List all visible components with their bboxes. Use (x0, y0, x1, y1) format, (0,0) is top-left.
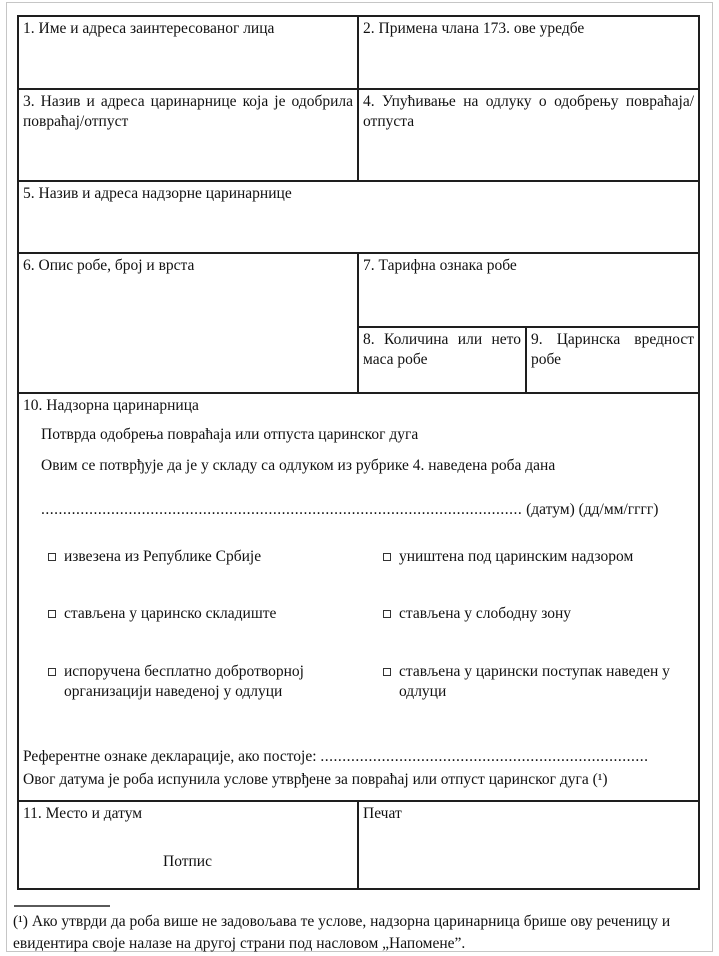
option-label: стављена у царински поступак наведен у одлуци (399, 662, 670, 701)
box4-label: 4. Упућивање на одлуку о одобрењу повраћаја/отпуста (363, 93, 695, 131)
checkbox-icon[interactable] (383, 553, 391, 561)
box8-label: 8. Количина или нето маса робе (363, 331, 521, 369)
box5-label: 5. Назив и адреса надзорне царинарнице (23, 185, 292, 202)
box8-quantity-net-mass (358, 327, 526, 393)
box10-date-line (41, 500, 694, 520)
box5-supervising-customs-office (18, 181, 699, 253)
box3-label: 3. Назив и адреса царинарнице која је одобрила повраћај/отпуст (23, 93, 353, 131)
option-destroyed (383, 547, 694, 567)
box7-label: 7. Тарифна ознака робе (363, 257, 517, 274)
checkbox-icon[interactable] (48, 610, 56, 618)
signature-label: Потпис (163, 853, 212, 871)
option-customs-warehouse (48, 604, 383, 624)
box9-label: 9. Царинска вредност робе (531, 331, 695, 369)
option-label: стављена у слободну зону (399, 605, 572, 623)
footnote-text: (¹) Ако утврди да роба више не задовољава те услове, надзорна царинарница брише ову реченицу и евидентира своје налазе на другој страни под насловом „Напомене”. (13, 913, 671, 953)
condition-statement: Овог датума је роба испунила услове утврђене за повраћај или отпуст царинског дуга (¹) (23, 771, 608, 789)
box9-customs-value (526, 327, 699, 393)
date-fill-line[interactable]: .............................................................................................................. (41, 501, 523, 519)
box7-tariff-code (358, 253, 699, 327)
option-free-zone (383, 604, 694, 624)
box4-decision-reference (358, 89, 699, 181)
declaration-reference-label: Референтне ознаке декларације, ако постоје: (23, 747, 317, 765)
box2-label: 2. Примена члана 173. ове уредбе (363, 20, 585, 37)
date-format-hint: (датум) (дд/мм/гггг) (526, 501, 659, 519)
option-label: стављена у царинско складиште (64, 605, 277, 623)
box11-label: 11. Место и датум (23, 805, 143, 822)
footnote-divider (14, 905, 110, 907)
declaration-reference-fill[interactable]: ........................................................................... (320, 747, 649, 765)
option-label: извезена из Републике Србије (64, 547, 262, 565)
box2-article-application (358, 16, 699, 89)
box10-label: 10. Надзорна царинарница (23, 397, 199, 414)
disposal-options-grid (23, 547, 694, 703)
box3-approving-customs-office (18, 89, 358, 181)
option-charity-delivery (48, 662, 383, 703)
stamp-box (358, 801, 699, 889)
checkbox-icon[interactable] (383, 668, 391, 676)
checkbox-icon[interactable] (48, 553, 56, 561)
checkbox-icon[interactable] (48, 668, 56, 676)
box10-confirmation-title: Потврда одобрења повраћаја или отпуста царинског дуга (41, 426, 419, 444)
box10-confirmation-text: Овим се потврђује да је у складу са одлуком из рубрике 4. наведена роба дана (41, 456, 556, 474)
box11-place-date (18, 801, 358, 889)
box6-label: 6. Опис робе, број и врста (23, 257, 195, 274)
customs-form-table (17, 15, 700, 890)
box1-applicant-name-address (18, 16, 358, 89)
box6-goods-description (18, 253, 358, 393)
option-label: испоручена бесплатно добротворној организацији наведеној у одлуци (64, 662, 304, 701)
option-customs-procedure (383, 662, 694, 703)
declaration-reference-line (23, 747, 694, 767)
option-exported (48, 547, 383, 567)
box1-label: 1. Име и адреса заинтересованог лица (23, 20, 275, 37)
stamp-label: Печат (363, 805, 402, 822)
box10-supervising-office-certification (18, 393, 699, 801)
option-label: уништена под царинским надзором (399, 547, 634, 565)
checkbox-icon[interactable] (383, 610, 391, 618)
